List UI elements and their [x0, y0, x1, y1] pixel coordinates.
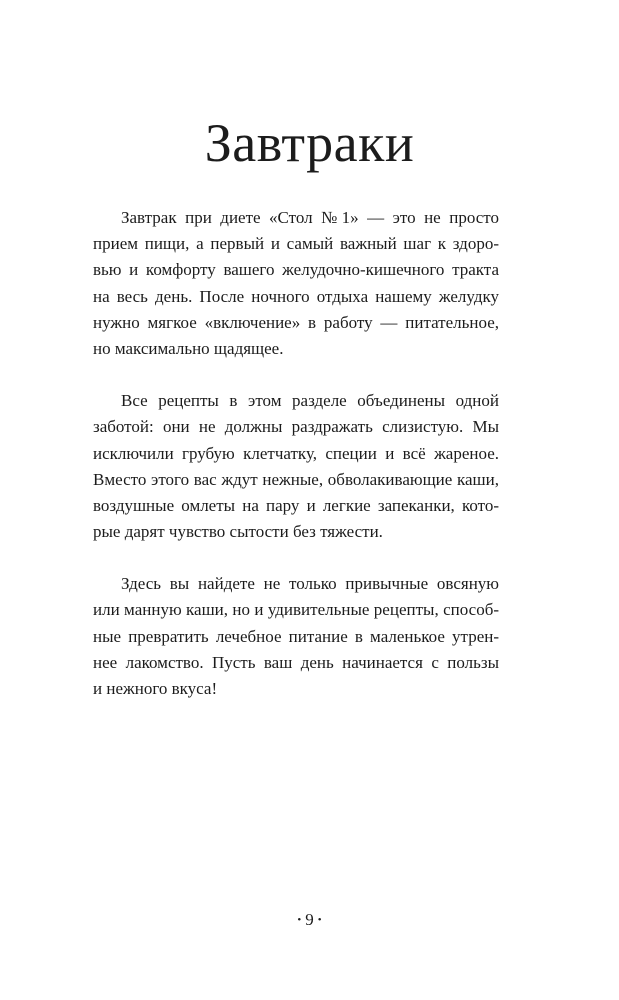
paragraph-line: прием пищи, а первый и самый важный шаг к здоро- — [93, 234, 499, 254]
paragraph-3 — [93, 571, 499, 702]
paragraph-line: воздушные омлеты на пару и легкие запеканки, кото- — [93, 495, 499, 515]
paragraph-line: Завтрак при диете «Стол №1» — это не просто — [121, 208, 499, 227]
body-text — [93, 205, 499, 702]
paragraph-line: Все рецепты в этом разделе объединены одной — [121, 391, 499, 411]
paragraph-2 — [93, 388, 499, 545]
chapter-title: Завтраки — [204, 113, 415, 173]
paragraph-line: исключили грубую клетчатку, специи и всё жареное. — [93, 443, 499, 463]
paragraph-spacer — [93, 545, 499, 571]
paragraph-line: заботой: они не должны раздражать слизистую. Мы — [93, 417, 499, 437]
paragraph-line: Здесь вы найдете не только привычные овсяную — [121, 574, 499, 594]
paragraph-line: ные превратить лечебное питание в маленькое утрен- — [93, 626, 499, 646]
paragraph-line: вью и комфорту вашего желудочно-кишечного тракта — [93, 260, 499, 280]
paragraph-line: и нежного вкуса! — [93, 679, 218, 698]
bullet-ornament-right: • — [317, 914, 322, 926]
paragraph-line: но максимально щадящее. — [93, 338, 284, 358]
paragraph-1 — [93, 205, 499, 362]
page-number: 9 — [305, 910, 314, 929]
paragraph-line: или манную каши, но и удивительные рецепты, способ- — [93, 600, 499, 620]
paragraph-line: рые дарят чувство сытости без тяжести. — [93, 522, 383, 542]
paragraph-line: нее лакомство. Пусть ваш день начинается с пользы — [93, 652, 499, 672]
bullet-ornament-left: • — [297, 914, 302, 926]
paragraph-line: на весь день. После ночного отдыха нашему желудку — [93, 286, 499, 306]
page-number-footer — [0, 908, 619, 932]
paragraph-line: нужно мягкое «включение» в работу — питательное, — [93, 312, 499, 332]
paragraph-line: Вместо этого вас ждут нежные, обволакивающие каши, — [93, 469, 499, 489]
paragraph-spacer — [93, 362, 499, 388]
